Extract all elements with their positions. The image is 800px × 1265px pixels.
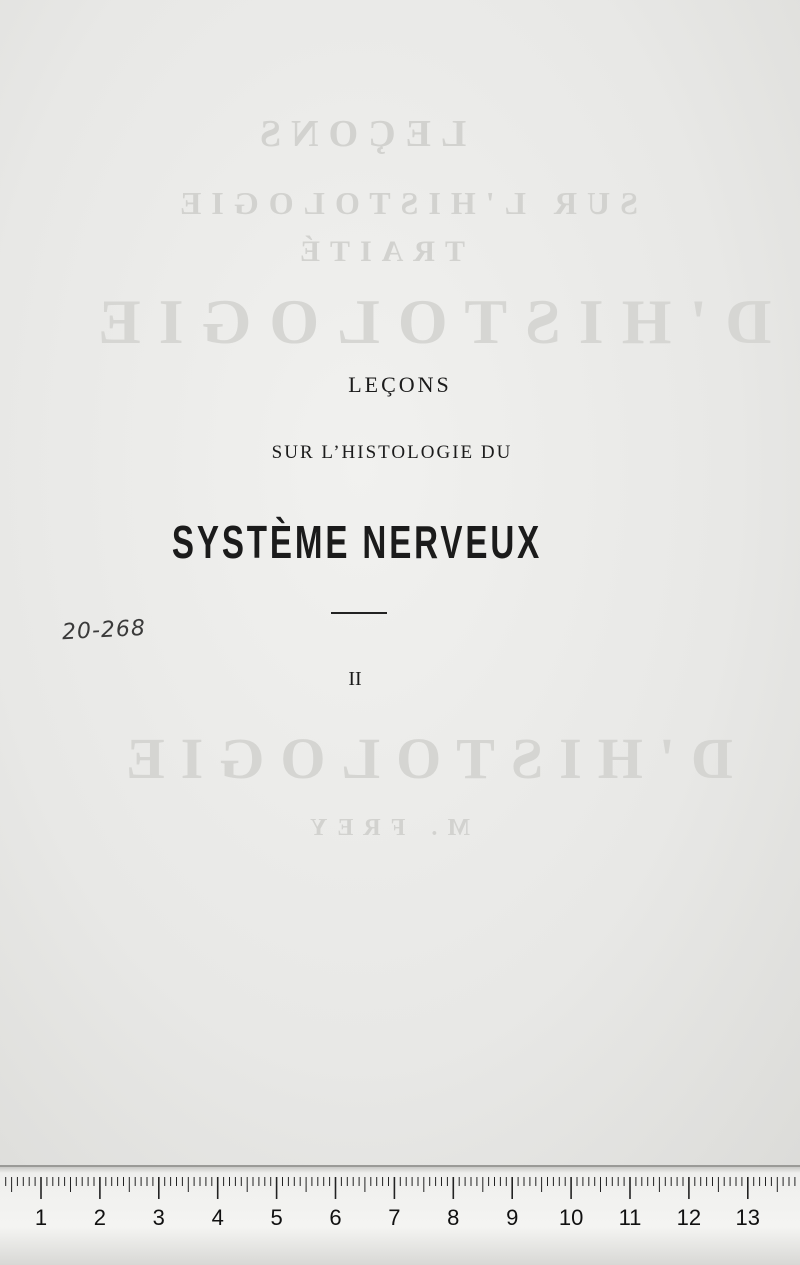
ruler-label: 8 bbox=[447, 1205, 460, 1230]
show-through-text: TRAITÉ bbox=[290, 235, 466, 268]
show-through-text: D'HISTOLOGIE bbox=[110, 726, 733, 791]
subtitle-line: SUR L’HISTOLOGIE DU bbox=[271, 442, 513, 463]
measuring-ruler bbox=[0, 1165, 800, 1265]
show-through-text: M. FREY bbox=[300, 815, 470, 841]
show-through-text: LEÇONS bbox=[250, 113, 467, 155]
heading-line: LEÇONS bbox=[348, 372, 452, 397]
handwritten-call-number: 20-268 bbox=[61, 615, 147, 646]
ruler-label: 6 bbox=[329, 1205, 342, 1230]
ruler-label: 1 bbox=[34, 1205, 48, 1230]
ruler-label: 4 bbox=[211, 1205, 224, 1230]
ruler-label: 2 bbox=[93, 1205, 107, 1230]
ruler-label: 9 bbox=[506, 1205, 519, 1230]
show-through-text: SUR L'HISTOLOGIE bbox=[170, 185, 638, 221]
ruler-label: 13 bbox=[735, 1205, 761, 1230]
ruler-label: 11 bbox=[618, 1205, 642, 1230]
volume-number: II bbox=[348, 668, 362, 690]
ruler-label: 10 bbox=[558, 1205, 584, 1230]
ruler-ticks bbox=[0, 1167, 800, 1207]
ruler-label: 3 bbox=[152, 1205, 165, 1230]
main-title: SYSTÈME NERVEUX bbox=[171, 516, 543, 568]
title-rule bbox=[331, 612, 387, 614]
ruler-label: 7 bbox=[388, 1205, 401, 1230]
show-through-text: D'HISTOLOGIE bbox=[80, 286, 772, 357]
ruler-label: 5 bbox=[270, 1205, 283, 1230]
ruler-label: 12 bbox=[676, 1205, 702, 1230]
